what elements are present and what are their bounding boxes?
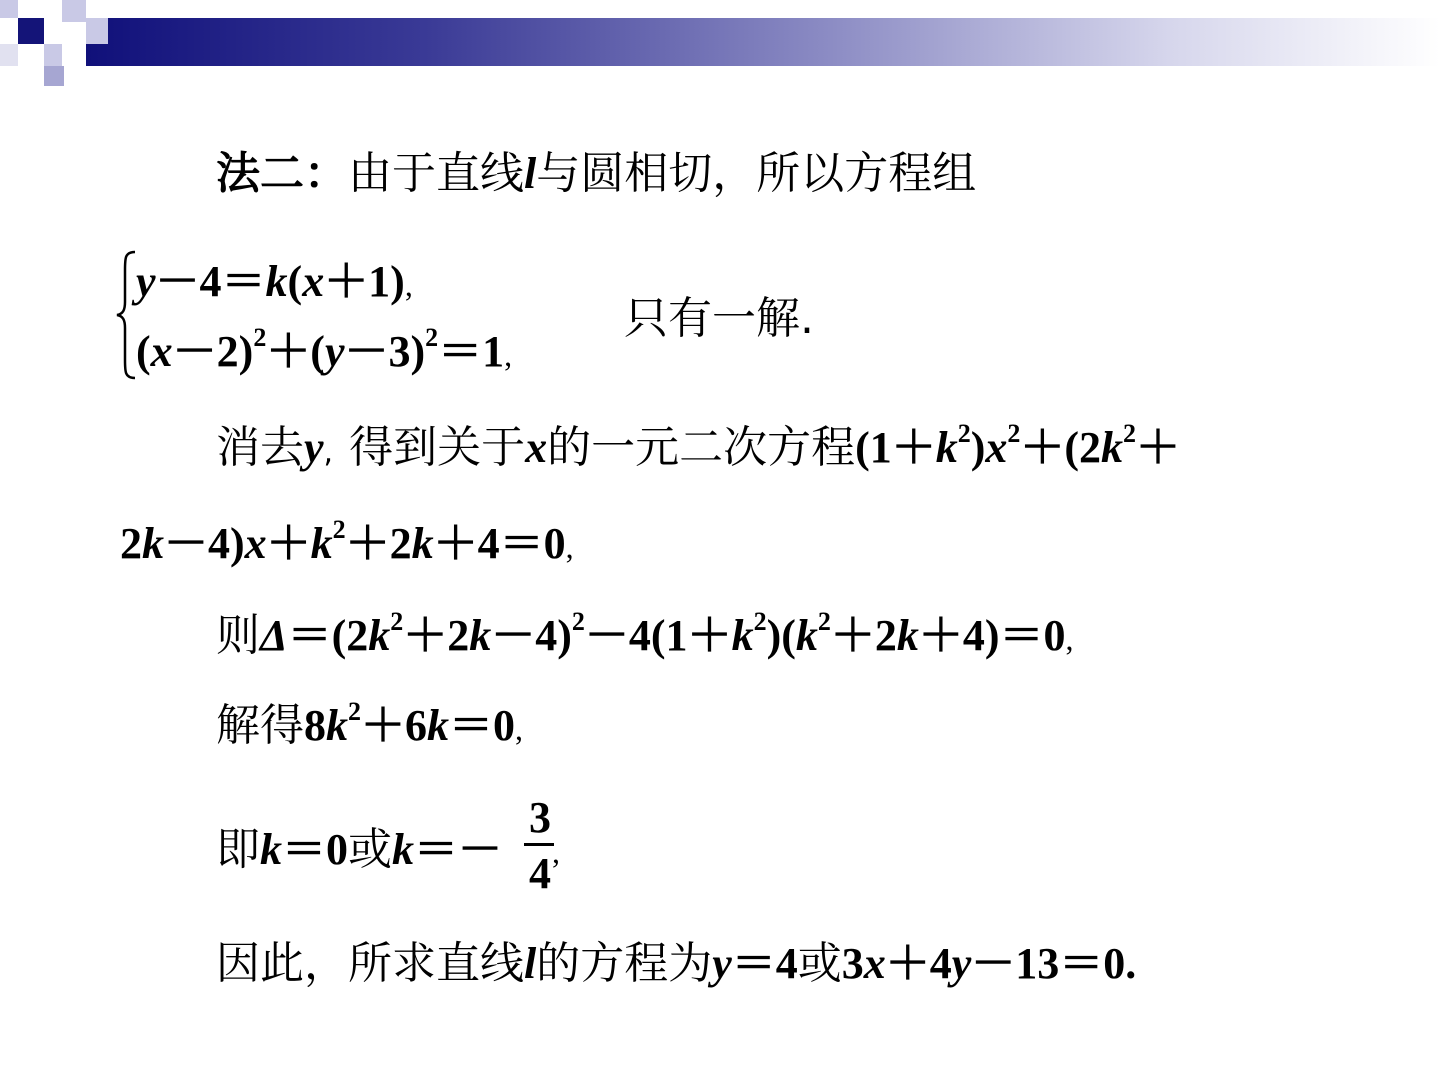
math-var: y — [324, 327, 345, 376]
math-var: y — [304, 423, 324, 472]
header-square — [44, 66, 64, 86]
text: 消去 — [216, 422, 304, 473]
math-text: 3 — [841, 939, 864, 988]
math-var: x — [302, 257, 325, 306]
eliminate-y-line — [216, 419, 1181, 473]
math-var: k — [368, 611, 391, 660]
method-two-intro — [216, 148, 977, 199]
math-var: k — [896, 611, 919, 660]
punctuation: , — [504, 337, 513, 373]
text: 因此，所求直线 — [216, 938, 524, 989]
math-text: ＋2 — [403, 611, 470, 660]
superscript: 2 — [1123, 419, 1137, 448]
header-square — [62, 0, 86, 22]
conclusion-line — [216, 938, 1137, 989]
header-square — [0, 44, 18, 66]
math-text: ) — [970, 423, 986, 472]
math-text: ＝4 — [731, 939, 798, 988]
superscript: 2 — [348, 697, 361, 726]
math-var: x — [985, 423, 1008, 472]
system-equation-2 — [136, 323, 513, 376]
math-var: k — [310, 519, 333, 568]
math-var: k — [935, 423, 958, 472]
math-var: k — [731, 611, 754, 660]
math-text: 8 — [304, 701, 326, 750]
math-text: －4) — [164, 519, 245, 568]
system-suffix: 只有一解. — [624, 293, 814, 344]
text: 得到关于 — [349, 422, 526, 473]
math-text: ＋4＝0 — [433, 519, 566, 568]
math-text: ＝0 — [282, 825, 348, 874]
math-text: －13＝0. — [971, 939, 1137, 988]
discriminant-line — [216, 607, 1074, 661]
text: 由于直线 — [348, 148, 524, 199]
math-text: ＝－ — [414, 825, 502, 874]
superscript: 2 — [425, 323, 439, 352]
math-var: y — [712, 939, 732, 988]
header-square — [86, 18, 108, 44]
math-text: ＋( — [266, 327, 325, 376]
math-text: ＋(2 — [1020, 423, 1102, 472]
punctuation: , — [1065, 621, 1074, 657]
math-text: )( — [766, 611, 796, 660]
quadratic-continuation — [120, 515, 574, 568]
math-text: ( — [136, 327, 151, 376]
math-text: ＝(2 — [287, 611, 369, 660]
math-text: ＋6 — [361, 701, 427, 750]
method-label: 法二： — [216, 148, 348, 199]
fraction-bar — [524, 843, 554, 846]
fraction-numerator: 3 — [529, 793, 551, 842]
math-var: y — [136, 257, 156, 306]
math-var: k — [326, 701, 348, 750]
fraction-denominator: 4 — [529, 849, 551, 898]
text: 或 — [348, 824, 392, 875]
math-text: (1＋ — [855, 423, 936, 472]
math-text: ＋ — [1136, 423, 1181, 472]
math-var: x — [863, 939, 886, 988]
text: 或 — [797, 938, 842, 989]
math-var: l — [524, 149, 537, 198]
math-text: ＋ — [266, 519, 311, 568]
math-var: x — [525, 423, 548, 472]
math-text: ＝1 — [438, 327, 505, 376]
punctuation: , — [565, 529, 574, 565]
punctuation: , — [323, 435, 334, 470]
punctuation: , — [404, 267, 413, 303]
system-equation-1 — [136, 257, 413, 306]
math-text: ＝0 — [449, 701, 515, 750]
math-var: k — [427, 701, 449, 750]
solve-line — [216, 697, 523, 751]
superscript: 2 — [253, 323, 267, 352]
superscript: 2 — [753, 607, 767, 636]
math-text: －2) — [172, 327, 254, 376]
math-var: Δ — [260, 611, 288, 660]
math-var: k — [260, 825, 282, 874]
math-var: x — [244, 519, 267, 568]
math-var: y — [951, 939, 972, 988]
math-text: ＋2 — [345, 519, 412, 568]
math-text: ( — [287, 257, 303, 306]
math-text: ＋4 — [885, 939, 952, 988]
superscript: 2 — [390, 607, 404, 636]
math-var: x — [150, 327, 173, 376]
superscript: 2 — [1007, 419, 1021, 448]
text: 的方程为 — [536, 938, 713, 989]
math-text: ＋2 — [830, 611, 897, 660]
k-solutions-line — [216, 824, 502, 875]
math-var: k — [392, 825, 414, 874]
math-var: k — [469, 611, 492, 660]
punctuation: , — [552, 834, 560, 870]
math-text: ＋1) — [324, 257, 405, 306]
superscript: 2 — [957, 419, 971, 448]
math-var: k — [411, 519, 434, 568]
header-square — [0, 0, 18, 18]
header-square — [44, 44, 62, 66]
math-var: k — [1101, 423, 1124, 472]
header-square — [18, 18, 44, 44]
text: 即 — [216, 824, 260, 875]
header-gradient-bar — [86, 18, 1440, 66]
text: 解得 — [216, 700, 304, 751]
superscript: 2 — [571, 607, 585, 636]
math-var: l — [524, 939, 537, 988]
math-var: k — [142, 519, 164, 568]
math-text: －4(1＋ — [584, 611, 732, 660]
math-var: k — [795, 611, 818, 660]
math-text: －4＝ — [155, 257, 266, 306]
math-text: －4) — [491, 611, 572, 660]
math-text: 2 — [120, 519, 142, 568]
text: 与圆相切，所以方程组 — [536, 148, 977, 199]
punctuation: , — [515, 711, 523, 747]
header-decoration — [0, 0, 1440, 86]
superscript: 2 — [817, 607, 831, 636]
text: 则 — [216, 610, 260, 661]
text: 的一元二次方程 — [547, 422, 856, 473]
math-text: －3) — [344, 327, 426, 376]
math-var: k — [265, 257, 288, 306]
superscript: 2 — [332, 515, 346, 544]
math-text: ＋4)＝0 — [918, 611, 1066, 660]
